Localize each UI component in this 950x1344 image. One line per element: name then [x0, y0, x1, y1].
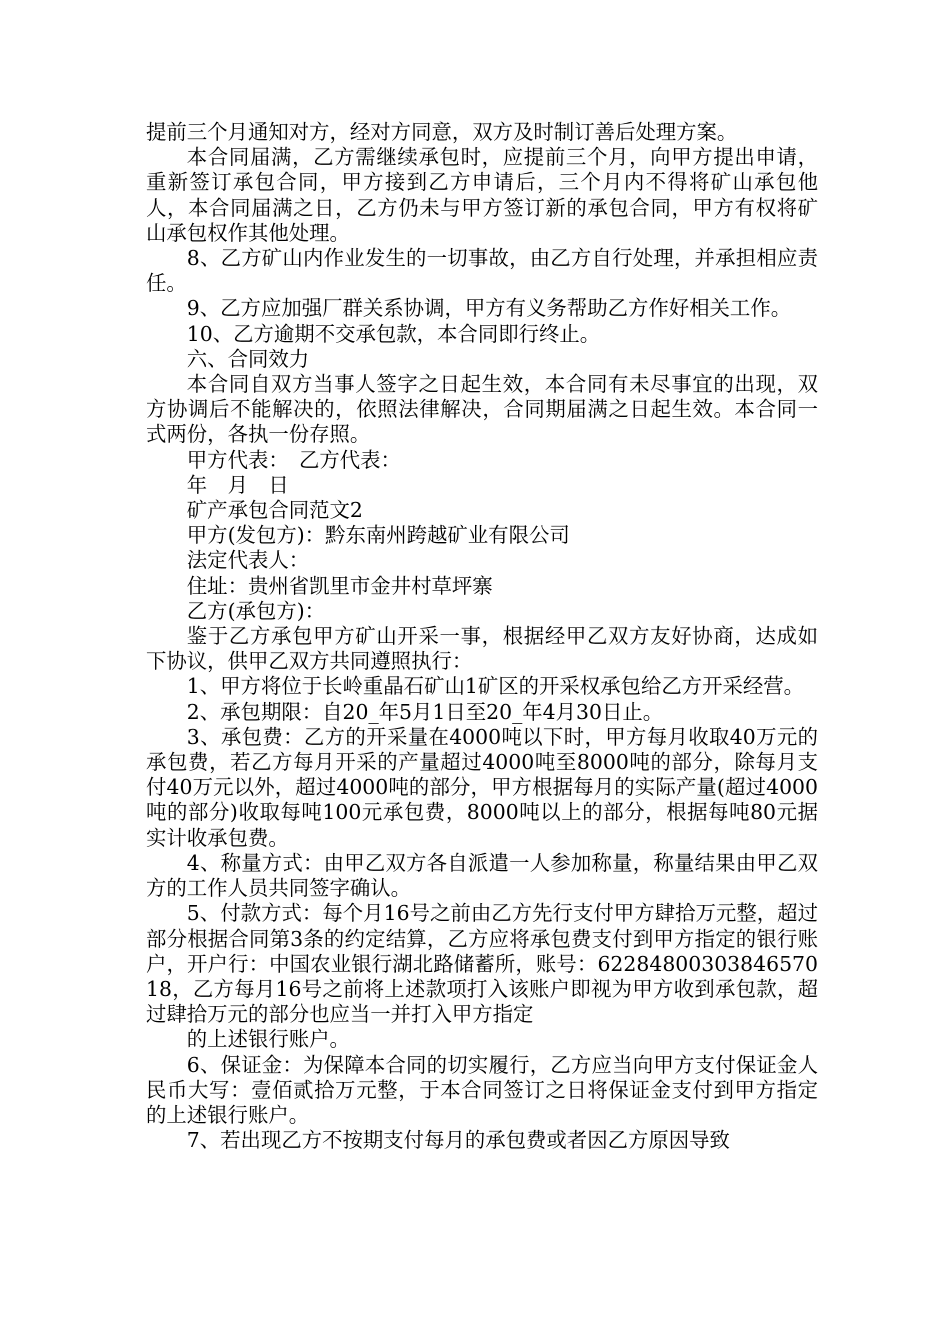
paragraph: 8、乙方矿山内作业发生的一切事故，由乙方自行处理，并承担相应责任。	[146, 246, 818, 296]
signature-line: 甲方代表： 乙方代表：	[186, 447, 401, 472]
paragraph: 本合同届满，乙方需继续承包时，应提前三个月，向甲方提出申请，重新签订承包合同，甲方接到乙方申请后，三个月内不得将矿山承包他人，本合同届满之日，乙方仍未与甲方签订新的承包合同，甲方有权将矿山承包权作其他处理。	[146, 145, 818, 245]
clause: 7、若出现乙方不按期支付每月的承包费或者因乙方原因导致	[186, 1128, 730, 1153]
paragraph: 鉴于乙方承包甲方矿山开采一事，根据经甲乙双方友好协商，达成如下协议，供甲乙双方共同遵照执行：	[146, 624, 818, 674]
legal-representative-line: 法定代表人：	[186, 548, 310, 573]
date-line: 年 月 日	[186, 472, 289, 497]
clause: 3、承包费：乙方的开采量在4000吨以下时，甲方每月收取40万元的承包费，若乙方每月开采的产量超过4000吨至8000吨的部分，除每月支付40万元以外，超过4000吨的部分，甲方根据每月的实际产量(超过4000吨的部分)收取每吨100元承包费，8000吨以上的部分，根据每吨80元据实计收承包费。	[146, 724, 818, 850]
party-b-line: 乙方(承包方)：	[186, 598, 326, 623]
paragraph: 9、乙方应加强厂群关系协调，甲方有义务帮助乙方作好相关工作。	[186, 296, 792, 321]
party-a-line: 甲方(发包方)：黔东南州跨越矿业有限公司	[186, 523, 570, 548]
address-line: 住址：贵州省凯里市金井村草坪寨	[186, 573, 493, 598]
document-title: 矿产承包合同范文2	[186, 498, 363, 523]
clause: 4、称量方式：由甲乙双方各自派遣一人参加称量，称量结果由甲乙双方的工作人员共同签字确认。	[146, 850, 818, 901]
clause: 5、付款方式：每个月16号之前由乙方先行支付甲方肆拾万元整，超过部分根据合同第3条的约定结算，乙方应将承包费支付到甲方指定的银行账户，开户行：中国农业银行湖北路储蓄所，账号：6228480030384657018，乙方每月16号之前将上述款项打入该账户即视为甲方收到承包款，超过肆拾万元的部分也应当一并打入甲方指定	[146, 901, 818, 1027]
clause-continuation: 的上述银行账户。	[186, 1027, 350, 1052]
clause: 2、承包期限：自20_年5月1日至20_年4月30日止。	[186, 699, 664, 724]
section-heading: 六、合同效力	[186, 346, 310, 371]
paragraph: 本合同自双方当事人签字之日起生效，本合同有未尽事宜的出现，双方协调后不能解决的，依照法律解决，合同期届满之日起生效。本合同一式两份，各执一份存照。	[146, 372, 818, 447]
clause: 6、保证金：为保障本合同的切实履行，乙方应当向甲方支付保证金人民币大写：壹佰贰拾万元整，于本合同签订之日将保证金支付到甲方指定的上述银行账户。	[146, 1052, 818, 1127]
paragraph: 10、乙方逾期不交承包款，本合同即行终止。	[186, 321, 601, 346]
clause: 1、甲方将位于长岭重晶石矿山1矿区的开采权承包给乙方开采经营。	[186, 674, 805, 699]
document-page	[146, 120, 818, 1153]
paragraph: 提前三个月通知对方，经对方同意，双方及时制订善后处理方案。	[146, 120, 738, 144]
